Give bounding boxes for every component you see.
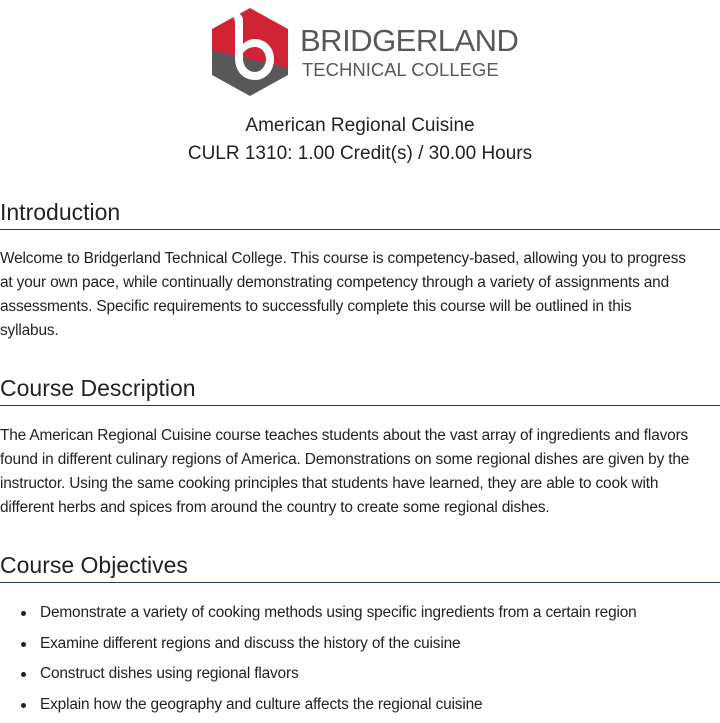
text-line: instructor. Using the same cooking principles that students have learned, they are able to cook with (0, 472, 720, 496)
bullet-icon (21, 703, 26, 708)
objectives-list (0, 601, 720, 723)
text-line: found in different culinary regions of America. Demonstrations on some regional dishes are given by the (0, 448, 720, 472)
bullet-icon (21, 642, 26, 647)
introduction-heading: Introduction (0, 198, 720, 230)
text-line: different herbs and spices from around the country to create some regional dishes. (0, 496, 720, 520)
course-title: American Regional Cuisine (0, 114, 720, 138)
logo-wordmark: BRIDGERLAND (300, 25, 518, 56)
course-code: CULR 1310: 1.00 Credit(s) / 30.00 Hours (0, 142, 720, 166)
objective-text: Explain how the geography and culture affects the regional cuisine (40, 696, 482, 713)
bridgerland-b-icon (208, 6, 292, 98)
course-objectives-heading: Course Objectives (0, 551, 720, 583)
text-line: The American Regional Cuisine course teaches students about the vast array of ingredients and flavors (0, 424, 720, 448)
objective-text: Construct dishes using regional flavors (40, 665, 299, 682)
list-item (0, 601, 720, 632)
text-line: at your own pace, while continually demonstrating competency through a variety of assignments and (0, 271, 720, 295)
text-line: Welcome to Bridgerland Technical College. This course is competency-based, allowing you to progress (0, 247, 720, 271)
college-logo (208, 6, 513, 98)
bullet-icon (21, 611, 26, 616)
logo-subtitle: TECHNICAL COLLEGE (302, 61, 499, 80)
objective-text: Examine different regions and discuss the history of the cuisine (40, 635, 460, 652)
list-item (0, 693, 720, 723)
course-description-heading: Course Description (0, 374, 720, 406)
text-line: assessments. Specific requirements to successfully complete this course will be outlined in this (0, 295, 720, 319)
bullet-icon (21, 672, 26, 677)
objective-text: Demonstrate a variety of cooking methods using specific ingredients from a certain region (40, 604, 637, 621)
list-item (0, 632, 720, 663)
text-line: syllabus. (0, 319, 720, 343)
introduction-paragraph (0, 247, 720, 343)
list-item (0, 662, 720, 693)
course-description-paragraph (0, 424, 720, 520)
